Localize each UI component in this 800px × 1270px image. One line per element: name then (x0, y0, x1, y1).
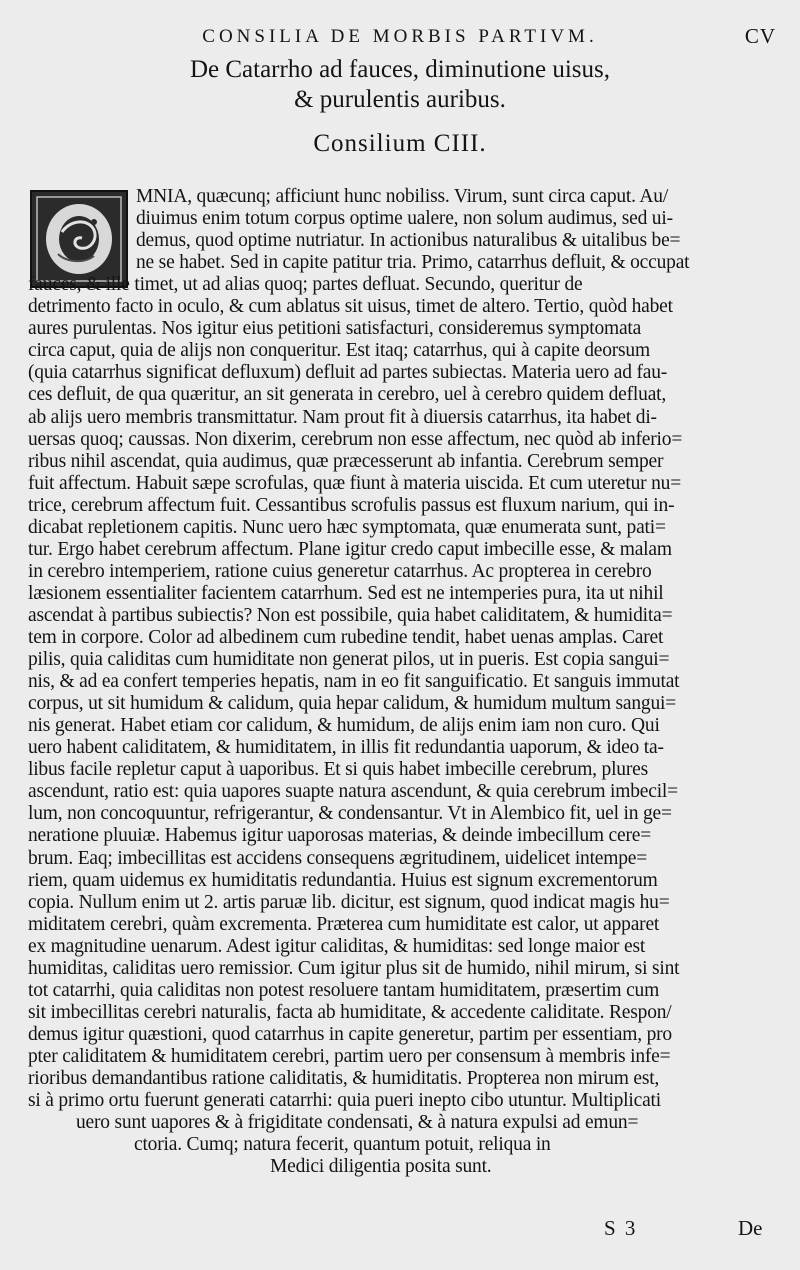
body-line: ab alijs uero membris transmittatur. Nam prout fit à diuersis catarrhus, ita habet di- (28, 406, 657, 428)
body-line: demus igitur quæstioni, quod catarrhus in capite generetur, partim per essentiam, pro (28, 1023, 672, 1045)
closing-line: uero sunt uapores & à frigiditate condensati, & à natura expulsi ad emun= (76, 1112, 639, 1134)
body-line: humiditas, caliditas uero remissior. Cum igitur plus sit de humido, nihil mirum, si sint (28, 957, 680, 979)
body-line: pter caliditatem & humiditatem cerebri, partim uero per consensum à membris infe= (28, 1045, 671, 1067)
body-line: corpus, ut sit humidum & calidum, quia hepar calidum, & humidum multum sangui= (28, 693, 677, 715)
body-line: ascendat à partibus subiectis? Non est possibile, quia habet caliditatem, & humidita= (28, 604, 673, 626)
decorated-initial-ornament-icon (32, 192, 126, 286)
body-line: (quia catarrhus significat defluxum) defluit ad partes subiectas. Materia uero ad fau- (28, 362, 668, 384)
catchword: De (738, 1216, 763, 1240)
body-line: ne se habet. Sed in capite patitur tria. Primo, catarrhus defluit, & occupat (136, 252, 690, 274)
body-line: aures purulentas. Nos igitur eius petitioni satisfacturi, consideremus symptomata (28, 318, 642, 340)
closing-line: Medici diligentia posita sunt. (270, 1156, 492, 1178)
chapter-title-line-2: & purulentis auribus. (294, 86, 506, 113)
body-line: trice, cerebrum affectum fuit. Cessantibus scrofulis passus est fluxum narium, qui in- (28, 494, 675, 516)
chapter-title-line-1: De Catarrho ad fauces, diminutione uisus, (189, 56, 611, 83)
body-line: pilis, quia caliditas cum humiditate non generat pilos, ut in pueris. Est copia sangui= (28, 649, 670, 671)
body-line: nis, & ad ea confert temperies hepatis, nam in eo fit sanguificatio. Et sanguis immutat (28, 671, 680, 693)
body-line: ascendunt, ratio est: quia uapores suapte natura ascendunt, & quia cerebrum imbecil= (28, 781, 678, 803)
body-line: ces defluit, de qua quæritur, an sit generata in cerebro, uel à cerebro quidem defluat, (28, 384, 667, 406)
body-line: si à primo ortu fuerunt generati catarrhi: quia pueri inepto cibo utuntur. Multiplicati (28, 1090, 661, 1112)
body-line: neratione pluuiæ. Habemus igitur uaporosas materias, & deinde imbecillum cere= (28, 825, 652, 847)
signature-mark: S 3 (604, 1216, 638, 1240)
body-line: tot catarrhi, quia caliditas non potest resoluere tantam humiditatem, præsertim cum (28, 979, 660, 1001)
body-line: nis generat. Habet etiam cor calidum, & humidum, de alijs enim iam non curo. Qui (28, 715, 660, 737)
body-line: copia. Nullum enim ut 2. artis paruæ lib. dicitur, est signum, quod indicat magis hu= (28, 891, 670, 913)
body-line: ex magnitudine uenarum. Adest igitur caliditas, & humiditas: sed longe maior est (28, 935, 646, 957)
body-line: MNIA, quæcunq; afficiunt hunc nobiliss. Virum, sunt circa caput. Au/ (136, 186, 669, 207)
body-line: læsionem essentialiter facientem catarrhum. Sed est ne intemperies pura, ita ut nihil (28, 582, 664, 604)
body-line: tem in corpore. Color ad albedinem cum rubedine tendit, habet uenas amplas. Caret (28, 627, 664, 648)
body-line: miditatem cerebri, quàm excrementa. Præterea cum humiditate est calor, ut apparet (28, 913, 660, 935)
body-line: dicabat repletionem capitis. Nunc uero hæc symptomata, quæ enumerata sunt, pati= (28, 516, 666, 538)
body-line: fuit affectum. Habuit sæpe scrofulas, quæ fiunt à materia uiscida. Et cum uteretur nu= (28, 472, 681, 494)
body-line: diuimus enim totum corpus optime ualere, non solum audimus, sed ui- (136, 208, 673, 230)
body-line: brum. Eaq; imbecillitas est accidens consequens ægritudinem, uidelicet intempe= (28, 847, 648, 869)
body-line: uersas quoq; caussas. Non dixerim, cerebrum non esse affectum, nec quòd ab inferio= (28, 428, 683, 450)
body-line: sit imbecillitas cerebri naturalis, facta ab humiditate, & accedente caliditate. Respon/ (28, 1001, 672, 1023)
body-line: rioribus demandantibus ratione caliditatis, & humiditatis. Propterea non mirum est, (28, 1068, 660, 1089)
body-line: circa caput, quia de alijs non conqueritur. Est itaq; catarrhus, qui à capite deorsum (28, 340, 650, 362)
body-line: lum, non concoquuntur, refrigerantur, & condensantur. Vt in Alembico fit, uel in ge= (28, 803, 672, 825)
body-line: detrimento facto in oculo, & cum ablatus sit uisus, timet de altero. Tertio, quòd habet (28, 296, 673, 318)
body-line: fauces, & ille timet, ut ad alias quoq; partes defluat. Secundo, queritur de (28, 274, 583, 296)
body-line: libus facile repletur caput à uaporibus. Et si quis habet imbecille cerebrum, plures (28, 759, 648, 781)
body-line: ribus nihil ascendat, quia audimus, quæ præcesserunt ab infantia. Cerebrum semper (28, 450, 664, 472)
body-line: riem, quam uidemus ex humiditatis redundantia. Huius est signum excrementorum (28, 869, 658, 891)
folio-number: CV (744, 24, 776, 48)
consilium-heading: Consilium CIII. (313, 130, 487, 157)
body-line: uero habent caliditatem, & humiditatem, in illis fit redundantia uaporum, & ideo ta- (28, 737, 664, 759)
running-head: CONSILIA DE MORBIS PARTIVM. (202, 26, 598, 47)
body-line: in cerebro intemperiem, ratione cuius generetur catarrhus. Ac propterea in cerebro (28, 560, 652, 582)
body-line: tur. Ergo habet cerebrum affectum. Plane igitur credo caput imbecille esse, & malam (28, 538, 672, 560)
closing-line: ctoria. Cumq; natura fecerit, quantum potuit, reliqua in (134, 1134, 551, 1156)
body-line: demus, quod optime nutriatur. In actionibus naturalibus & uitalibus be= (136, 230, 681, 252)
